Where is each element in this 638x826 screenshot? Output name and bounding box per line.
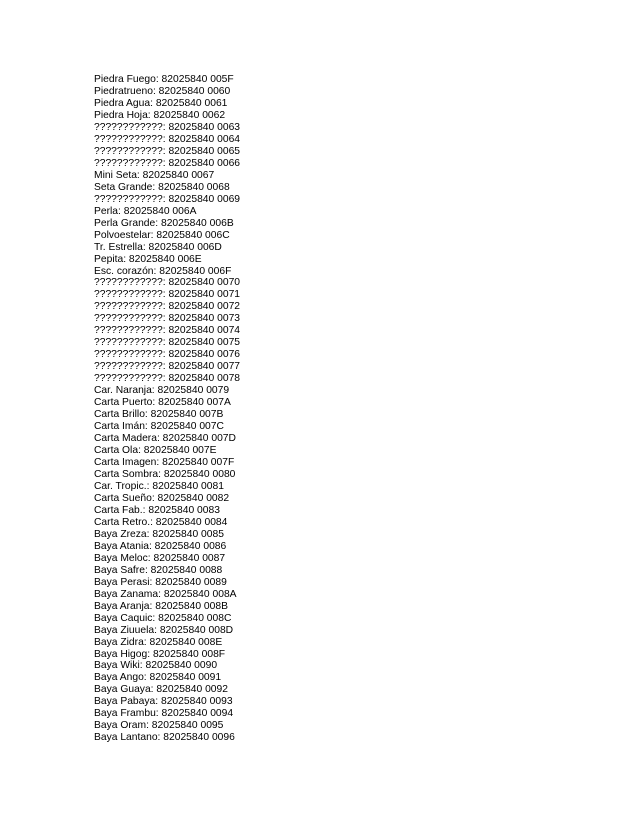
list-item: Pepita: 82025840 006E bbox=[94, 253, 202, 265]
list-item: Baya Guaya: 82025840 0092 bbox=[94, 684, 228, 696]
list-item: ????????????: 82025840 0075 bbox=[94, 337, 241, 349]
list-item: Carta Puerto: 82025840 007A bbox=[94, 397, 231, 409]
list-item: Tr. Estrella: 82025840 006D bbox=[94, 241, 222, 253]
list-item: ????????????: 82025840 0070 bbox=[94, 277, 241, 289]
list-item: ????????????: 82025840 0077 bbox=[94, 361, 241, 373]
list-item: ????????????: 82025840 0064 bbox=[94, 133, 241, 145]
list-item: Baya Frambu: 82025840 0094 bbox=[94, 708, 234, 720]
list-item: ????????????: 82025840 0066 bbox=[94, 157, 241, 169]
list-item: Seta Grande: 82025840 0068 bbox=[94, 181, 230, 193]
list-item: Carta Imagen: 82025840 007F bbox=[94, 457, 235, 468]
list-item: Perla: 82025840 006A bbox=[94, 205, 197, 217]
list-item: Piedratrueno: 82025840 0060 bbox=[94, 85, 231, 97]
list-item: ????????????: 82025840 0074 bbox=[94, 325, 241, 337]
list-item: Carta Brillo: 82025840 007B bbox=[94, 409, 224, 421]
list-item: Baya Zreza: 82025840 0085 bbox=[94, 528, 224, 540]
list-item: Carta Fab.: 82025840 0083 bbox=[94, 504, 220, 516]
list-item: Carta Imán: 82025840 007C bbox=[94, 421, 224, 433]
list-item: Baya Safre: 82025840 0088 bbox=[94, 564, 223, 576]
list-item: Polvoestelar: 82025840 006C bbox=[94, 229, 230, 241]
list-item: Carta Retro.: 82025840 0084 bbox=[94, 516, 228, 528]
list-item: Piedra Fuego: 82025840 005F bbox=[94, 74, 234, 85]
list-item: Baya Meloc: 82025840 0087 bbox=[94, 552, 226, 564]
list-item: Baya Zanama: 82025840 008A bbox=[94, 588, 237, 600]
list-item: Baya Ziuuela: 82025840 008D bbox=[94, 624, 234, 636]
list-item: Baya Oram: 82025840 0095 bbox=[94, 720, 224, 732]
list-item: ????????????: 82025840 0073 bbox=[94, 313, 241, 325]
list-item: Piedra Hoja: 82025840 0062 bbox=[94, 109, 226, 121]
list-item: ????????????: 82025840 0069 bbox=[94, 193, 241, 205]
list-item: Perla Grande: 82025840 006B bbox=[94, 217, 234, 229]
list-item: Mini Seta: 82025840 0067 bbox=[94, 169, 215, 181]
list-item: Baya Caquic: 82025840 008C bbox=[94, 612, 232, 624]
list-item: ????????????: 82025840 0072 bbox=[94, 301, 241, 313]
list-item: Baya Perasi: 82025840 0089 bbox=[94, 576, 227, 588]
list-item: Baya Lantano: 82025840 0096 bbox=[94, 732, 235, 744]
list-item: Car. Naranja: 82025840 0079 bbox=[94, 385, 230, 397]
list-item: Baya Atania: 82025840 0086 bbox=[94, 540, 227, 552]
list-item: ????????????: 82025840 0078 bbox=[94, 373, 241, 385]
list-item: Baya Aranja: 82025840 008B bbox=[94, 600, 228, 612]
list-item: ????????????: 82025840 0071 bbox=[94, 289, 241, 301]
list-item: Baya Wiki: 82025840 0090 bbox=[94, 660, 218, 672]
list-item: Baya Higog: 82025840 008F bbox=[94, 648, 226, 660]
list-item: Baya Zidra: 82025840 008E bbox=[94, 636, 223, 648]
list-item: Car. Tropic.: 82025840 0081 bbox=[94, 480, 224, 492]
list-item: Baya Pabaya: 82025840 0093 bbox=[94, 696, 233, 708]
list-item: Carta Madera: 82025840 007D bbox=[94, 433, 236, 445]
list-item: ????????????: 82025840 0063 bbox=[94, 121, 241, 133]
item-code-list bbox=[94, 74, 240, 744]
list-item: Piedra Agua: 82025840 0061 bbox=[94, 97, 228, 109]
list-item: Carta Sueño: 82025840 0082 bbox=[94, 492, 230, 504]
list-item: Baya Ango: 82025840 0091 bbox=[94, 672, 222, 684]
list-item: ????????????: 82025840 0076 bbox=[94, 349, 241, 361]
list-item: Esc. corazón: 82025840 006F bbox=[94, 265, 232, 277]
list-item: Carta Ola: 82025840 007E bbox=[94, 445, 217, 457]
list-item: Carta Sombra: 82025840 0080 bbox=[94, 468, 236, 480]
list-item: ????????????: 82025840 0065 bbox=[94, 145, 241, 157]
